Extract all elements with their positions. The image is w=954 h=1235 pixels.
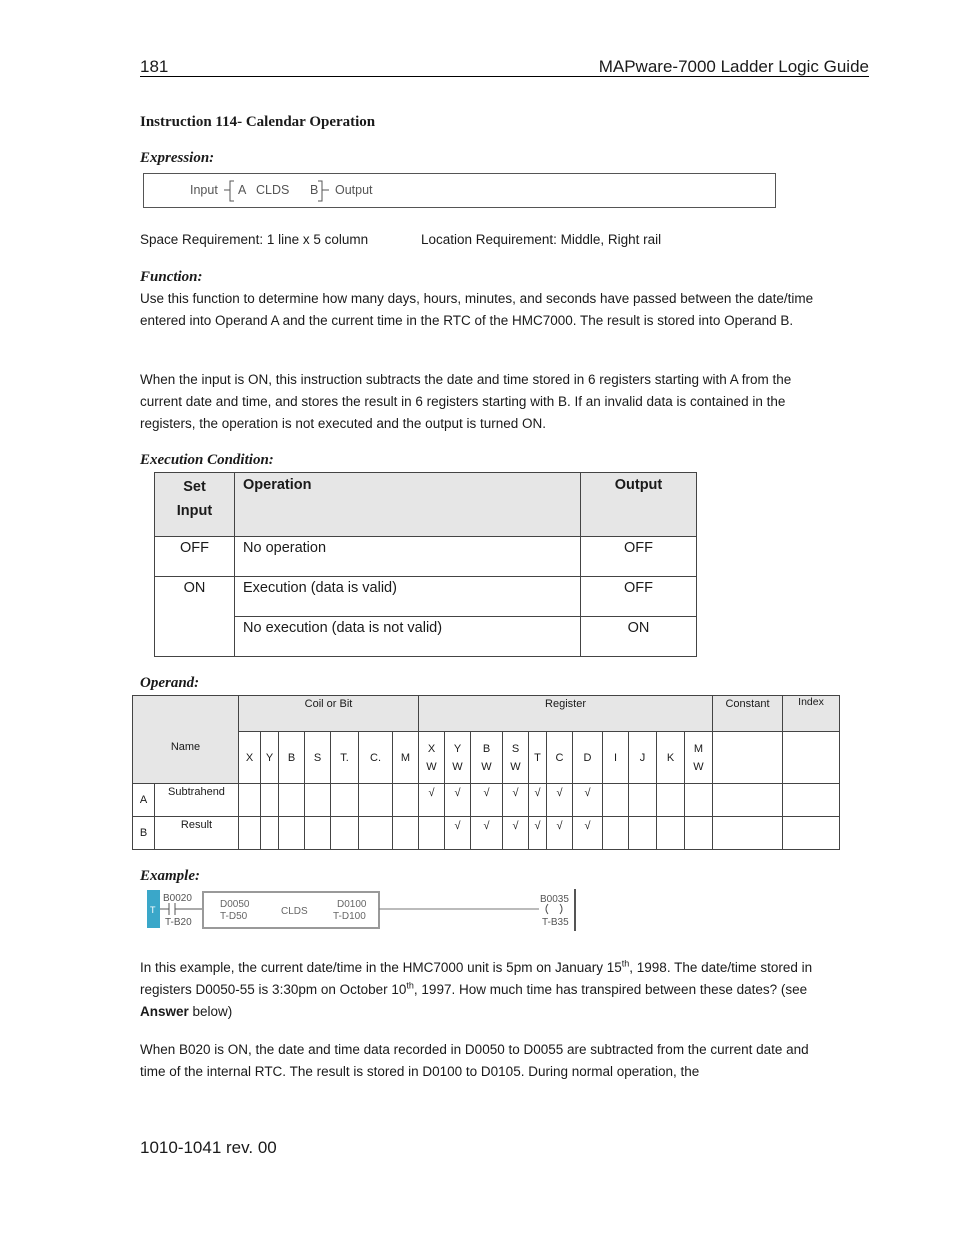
rung-marker-label: T — [150, 905, 156, 915]
exec-cell-input: OFF — [155, 537, 235, 577]
reg-col-bw: B W — [471, 732, 503, 784]
input-contact-tag: T-B20 — [165, 917, 192, 928]
reg-col-t: T — [529, 732, 547, 784]
reg-col-i: I — [603, 732, 629, 784]
coil-col-c: C. — [359, 732, 393, 784]
operand-row-name: Result — [155, 817, 239, 850]
reg-col-xw: X W — [419, 732, 445, 784]
coil-col-y: Y — [261, 732, 279, 784]
reg-col-k: K — [657, 732, 685, 784]
block-operand-a: D0050 — [220, 899, 250, 910]
operand-check: √ — [503, 784, 529, 817]
table-row — [155, 617, 697, 657]
operand-row-name: Subtrahend — [155, 784, 239, 817]
exec-header-output: Output — [581, 473, 697, 537]
index-cell — [783, 732, 840, 784]
space-requirement: Space Requirement: 1 line x 5 column — [140, 232, 369, 247]
instruction-title: Instruction 114- Calendar Operation — [140, 114, 376, 130]
example-paragraph-1: In this example, the current date/time in the HMC7000 unit is 5pm on January 15th, 1998. The date/time stored in registers D0050-55 is 3:30pm on October 10th, 1997. How much time has transpired between these dates? (see Answer below) — [140, 958, 813, 1019]
operand-check: √ — [547, 784, 573, 817]
operand-check: √ — [529, 784, 547, 817]
exec-header-set-input — [155, 473, 235, 537]
exec-header-set: Set — [183, 479, 206, 495]
exec-cell-output: OFF — [581, 537, 697, 577]
block-mnemonic: CLDS — [281, 906, 308, 917]
execution-table — [154, 472, 697, 657]
operand-check: √ — [573, 817, 603, 850]
table-row — [155, 537, 697, 577]
coil-col-t: T. — [331, 732, 359, 784]
block-operand-a-tag: T-D50 — [220, 911, 248, 922]
example-label: Example: — [140, 868, 200, 884]
exec-header-input: Input — [176, 503, 213, 519]
coil-col-s: S — [305, 732, 331, 784]
operand-check: √ — [419, 784, 445, 817]
operand-check: √ — [573, 784, 603, 817]
output-coil-label: B0035 — [540, 894, 569, 905]
operand-check: √ — [445, 817, 471, 850]
coil-col-b: B — [279, 732, 305, 784]
exec-cell-input: ON — [155, 577, 235, 657]
expr-operand-b: B — [310, 183, 319, 197]
table-row — [155, 577, 697, 617]
exec-cell-output: OFF — [581, 577, 697, 617]
exec-cell-operation: Execution (data is valid) — [235, 577, 581, 617]
operand-label: Operand: — [140, 675, 200, 691]
reg-col-d: D — [573, 732, 603, 784]
coil-col-m: M — [393, 732, 419, 784]
example-ladder-diagram — [145, 887, 585, 933]
reg-col-sw: S W — [503, 732, 529, 784]
operand-header-name: Name — [133, 696, 239, 784]
expr-operand-a: A — [238, 183, 247, 197]
block-operand-b: D0100 — [337, 899, 367, 910]
operand-table — [132, 695, 840, 850]
example-paragraph-2: When B020 is ON, the date and time data recorded in D0050 to D0055 are subtracted from the current date and time of the internal RTC. The result is stored in D0100 to D0105. During normal operation, the — [140, 1042, 809, 1079]
operand-row-id: B — [133, 817, 155, 850]
operand-check: √ — [503, 817, 529, 850]
reg-col-c: C — [547, 732, 573, 784]
function-paragraph-1: Use this function to determine how many days, hours, minutes, and seconds have passed between the date/time entered into Operand A and the current time in the RTC of the HMC7000. The result is stored into Operand B. — [140, 291, 814, 328]
operand-check: √ — [471, 817, 503, 850]
expr-input-label: Input — [190, 183, 218, 197]
operand-check: √ — [445, 784, 471, 817]
location-requirement: Location Requirement: Middle, Right rail — [421, 232, 662, 247]
exec-cell-output: ON — [581, 617, 697, 657]
operand-header-coil: Coil or Bit — [239, 696, 419, 732]
exec-cell-operation: No execution (data is not valid) — [235, 617, 581, 657]
input-contact-label: B0020 — [163, 893, 192, 904]
execution-label: Execution Condition: — [140, 452, 274, 468]
operand-header-register: Register — [419, 696, 713, 732]
reg-col-mw: M W — [685, 732, 713, 784]
table-row — [133, 784, 840, 817]
operand-check: √ — [471, 784, 503, 817]
operand-check: √ — [547, 817, 573, 850]
page-number: 181 — [140, 57, 169, 76]
expression-box — [143, 173, 776, 208]
function-paragraph-2: When the input is ON, this instruction subtracts the date and time stored in 6 registers starting with A from the current date and time, and stores the result in 6 registers starting with B. If an invalid data is contained in the registers, the operation is not executed and the output is turned ON. — [140, 372, 792, 431]
operand-row-id: A — [133, 784, 155, 817]
expression-diagram — [184, 177, 444, 205]
expression-label: Expression: — [140, 150, 215, 166]
header-rule — [140, 76, 869, 77]
reg-col-j: J — [629, 732, 657, 784]
guide-title: MAPware-7000 Ladder Logic Guide — [598, 57, 869, 76]
expr-mnemonic: CLDS — [256, 183, 290, 197]
output-coil-tag: T-B35 — [542, 917, 569, 928]
footer-revision: 1010-1041 rev. 00 — [140, 1138, 277, 1157]
operand-header-constant: Constant — [713, 696, 783, 732]
operand-header-index: Index — [783, 696, 840, 732]
exec-header-operation: Operation — [235, 473, 581, 537]
block-operand-b-tag: T-D100 — [333, 911, 366, 922]
operand-check: √ — [529, 817, 547, 850]
exec-cell-operation: No operation — [235, 537, 581, 577]
function-label: Function: — [140, 269, 203, 285]
reg-col-yw: Y W — [445, 732, 471, 784]
coil-col-x: X — [239, 732, 261, 784]
table-row — [133, 817, 840, 850]
expr-output-label: Output — [335, 183, 373, 197]
constant-cell — [713, 732, 783, 784]
